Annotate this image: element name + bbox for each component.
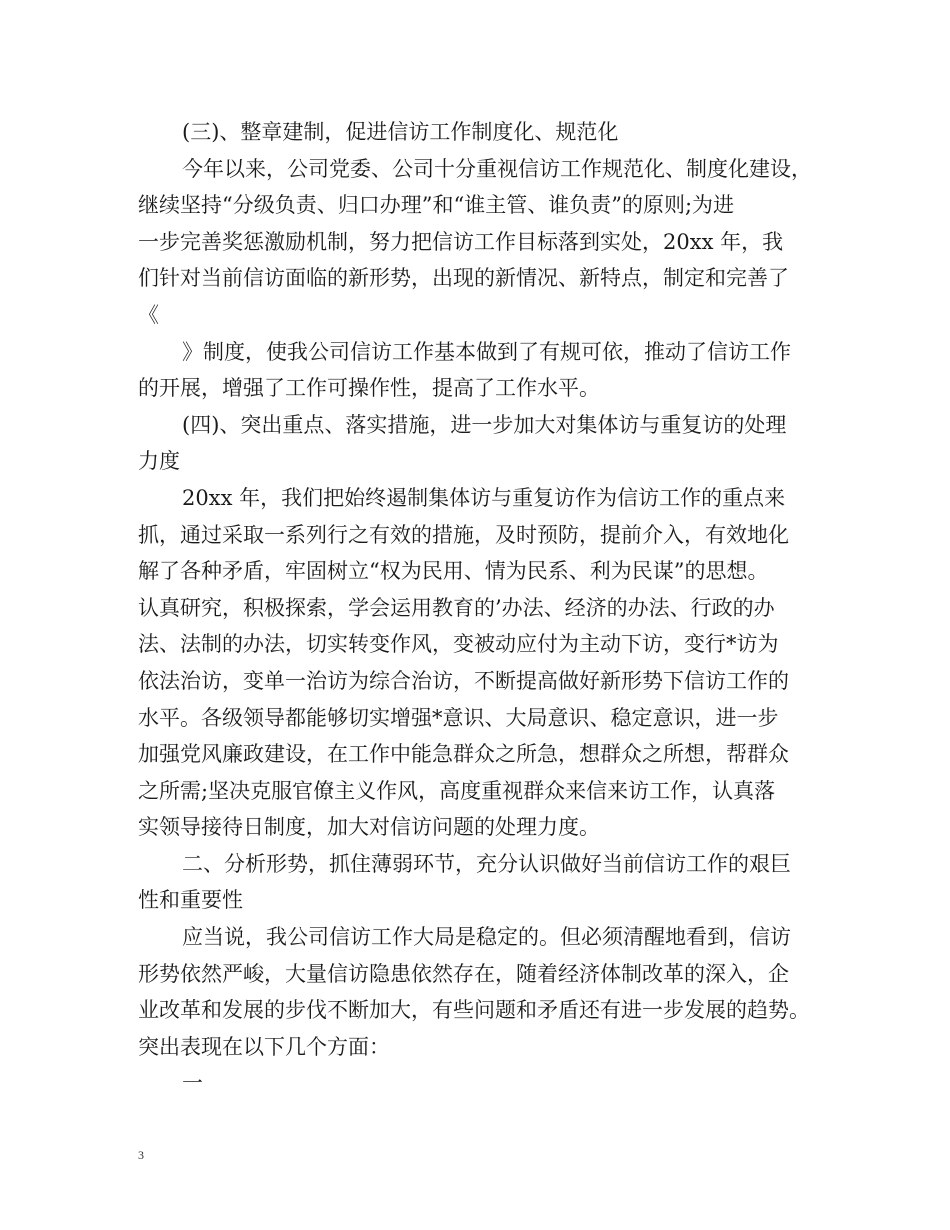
text-line: 继续坚持“分级负责、归口办理”和“谁主管、谁负责”的原则;为进: [138, 193, 735, 218]
page-number: 3: [138, 1148, 144, 1162]
text-line: 一: [182, 1071, 203, 1096]
text-line: 之所需;坚决克服官僚主义作风，高度重视群众来信来访工作，认真落: [138, 778, 776, 803]
text-line: 一步完善奖惩激励机制，努力把信访工作目标落到实处，20xx 年，我: [138, 229, 784, 254]
text-line: 今年以来，公司党委、公司十分重视信访工作规范化、制度化建设，: [182, 156, 812, 181]
text-line: 应当说，我公司信访工作大局是稳定的。但必须清醒地看到，信访: [182, 925, 791, 950]
text-line: 加强党风廉政建设，在工作中能急群众之所急，想群众之所想，帮群众: [138, 742, 789, 767]
text-line: (四)、突出重点、落实措施，进一步加大对集体访与重复访的处理: [182, 412, 787, 437]
text-line: 性和重要性: [138, 888, 243, 913]
document-body: [138, 114, 813, 1102]
text-line: (三)、整章建制，促进信访工作制度化、规范化: [182, 120, 619, 144]
text-line: 形势依然严峻，大量信访隐患依然存在，随着经济体制改革的深入，企: [138, 961, 789, 986]
text-line: 认真研究，积极探索，学会运用教育的’办法、经济的办法、行政的办: [138, 595, 775, 620]
text-line: 》制度，使我公司信访工作基本做到了有规可依，推动了信访工作: [182, 339, 791, 364]
text-line: 业改革和发展的步伐不断加大，有些问题和矛盾还有进一步发展的趋势。: [138, 998, 810, 1023]
text-line: 水平。各级领导都能够切实增强*意识、大局意识、稳定意识，进一步: [138, 705, 779, 730]
text-line: 实领导接待日制度，加大对信访问题的处理力度。: [138, 815, 600, 840]
text-line: 抓，通过采取一系列行之有效的措施，及时预防，提前介入，有效地化: [138, 522, 789, 547]
text-line: 依法治访，变单一治访为综合治访，不断提高做好新形势下信访工作的: [138, 668, 789, 693]
text-line: 们针对当前信访面临的新形势，出现的新情况、新特点，制定和完善了: [138, 266, 789, 291]
text-line: 解了各种矛盾，牢固树立“权为民用、情为民系、利为民谋”的思想。: [138, 559, 769, 584]
text-line: 的开展，增强了工作可操作性，提高了工作水平。: [138, 376, 600, 401]
text-line: 20xx 年，我们把始终遏制集体访与重复访作为信访工作的重点来: [182, 485, 786, 510]
text-line: 法、法制的办法，切实转变作风，变被动应付为主动下访，变行*访为: [138, 632, 779, 657]
text-line: 力度: [138, 449, 180, 474]
text-line: 《: [138, 302, 159, 327]
text-line: 二、分析形势，抓住薄弱环节，充分认识做好当前信访工作的艰巨: [182, 851, 791, 876]
text-line: 突出表现在以下几个方面：: [138, 1034, 390, 1059]
